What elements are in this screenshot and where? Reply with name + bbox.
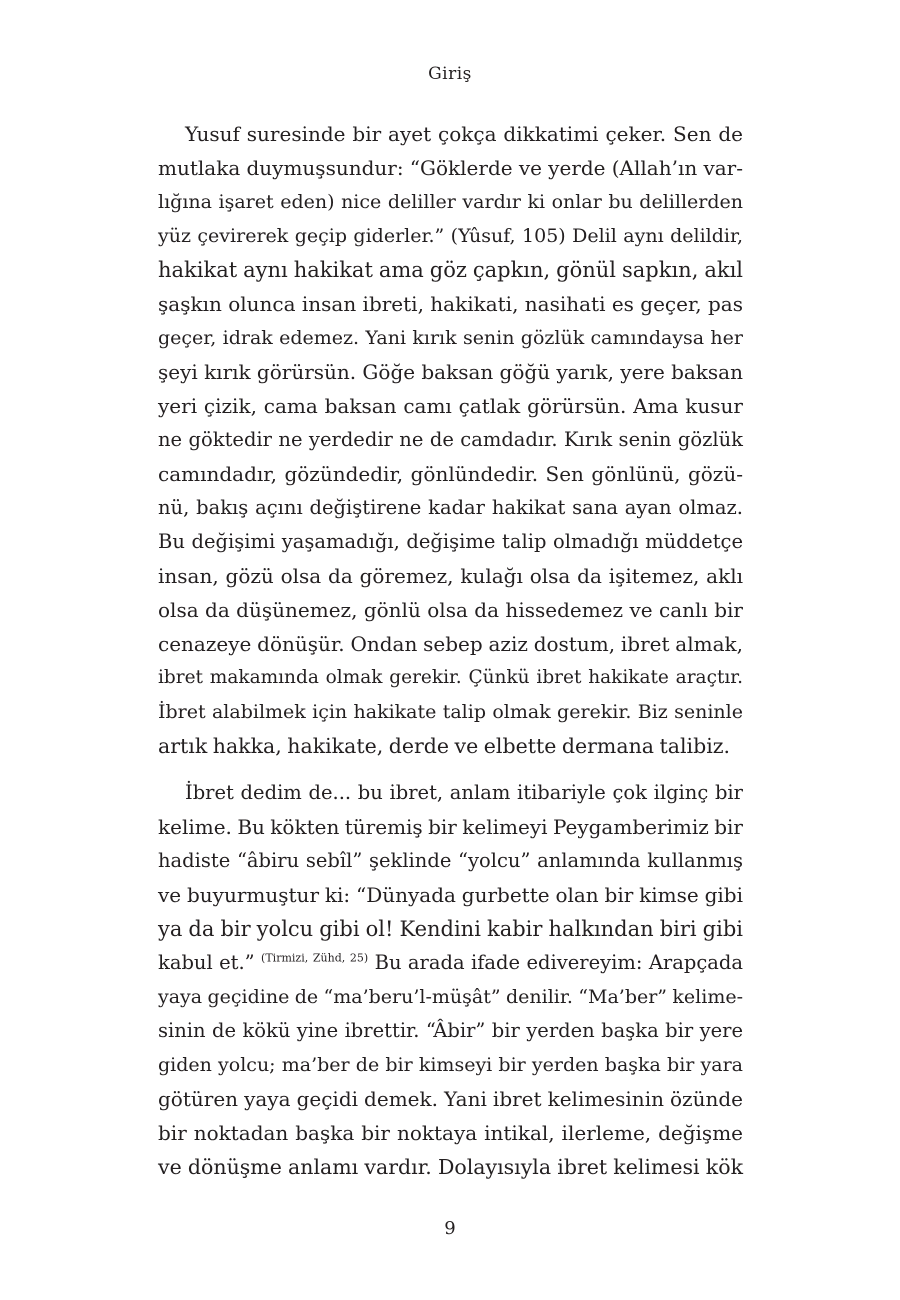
- text-line: giden yolcu; ma’ber de bir kimseyi bir yerden başka bir yara: [158, 1054, 743, 1076]
- text-line: yaya geçidine de “ma’beru’l-müşât” denilir. “Ma’ber” kelime-: [158, 986, 743, 1008]
- text-line: ibret makamında olmak gerekir. Çünkü ibret hakikate araçtır.: [158, 667, 743, 688]
- text-line: Yusuf suresinde bir ayet çokça dikkatimi çeker. Sen de: [185, 122, 743, 146]
- text-line: götüren yaya geçidi demek. Yani ibret kelimesinin özünde: [158, 1087, 743, 1111]
- text-line: ya da bir yolcu gibi ol! Kendini kabir halkından biri gibi: [158, 917, 743, 941]
- text-line: mutlaka duymuşsundur: “Göklerde ve yerde (Allah’ın var-: [158, 156, 743, 180]
- text-line: yüz çevirerek geçip giderler.” (Yûsuf, 105) Delil aynı delildir,: [158, 225, 743, 247]
- text-line: camındadır, gözündedir, gönlündedir. Sen gönlünü, gözü-: [158, 462, 743, 486]
- text-line: lığına işaret eden) nice deliller vardır ki onlar bu delillerden: [158, 191, 743, 213]
- text-line: nü, bakış açını değiştirene kadar hakikat sana ayan olmaz.: [158, 496, 743, 519]
- text-line: ve dönüşme anlamı vardır. Dolayısıyla ibret kelimesi kök: [158, 1155, 743, 1179]
- running-header: Giriş: [428, 64, 472, 84]
- text-line: ne göktedir ne yerdedir ne de camdadır. Kırık senin gözlük: [158, 428, 743, 451]
- text-line: hakikat aynı hakikat ama göz çapkın, gönül sapkın, akıl: [158, 258, 743, 282]
- text-line: şeyi kırık görürsün. Göğe baksan göğü yarık, yere baksan: [158, 360, 743, 384]
- text-line-with-reference: [158, 946, 743, 980]
- page-number: 9: [444, 1218, 456, 1239]
- text-line: kelime. Bu kökten türemiş bir kelimeyi Peygamberimiz bir: [158, 815, 743, 839]
- paragraph-2: [158, 776, 743, 1184]
- text-line: İbret dedim de... bu ibret, anlam itibariyle çok ilginç bir: [185, 781, 743, 804]
- text-segment: kabul et.”: [158, 951, 255, 974]
- text-line: geçer, idrak edemez. Yani kırık senin gözlük camındaysa her: [158, 327, 743, 349]
- hadith-reference: (Tirmizi, Zühd, 25): [261, 951, 369, 965]
- text-line: şaşkın olunca insan ibreti, hakikati, nasihati es geçer, pas: [158, 292, 743, 316]
- text-line: insan, gözü olsa da göremez, kulağı olsa da işitemez, aklı: [158, 564, 743, 588]
- text-line: sinin de kökü yine ibrettir. “Âbir” bir yerden başka bir yere: [158, 1019, 743, 1042]
- text-line: Bu değişimi yaşamadığı, değişime talip olmadığı müddetçe: [158, 530, 743, 553]
- text-line: artık hakka, hakikate, derde ve elbette dermana talibiz.: [158, 734, 731, 758]
- text-line: cenazeye dönüşür. Ondan sebep aziz dostum, ibret almak,: [158, 632, 743, 656]
- text-segment: Bu arada ifade edivereyim: Arapçada: [374, 951, 744, 974]
- text-line: ve buyurmuştur ki: “Dünyada gurbette olan bir kimse gibi: [158, 883, 743, 907]
- text-line: hadiste “âbiru sebîl” şeklinde “yolcu” anlamında kullanmış: [158, 849, 743, 872]
- paragraph-1: [158, 117, 743, 763]
- text-line: bir noktadan başka bir noktaya intikal, ilerleme, değişme: [158, 1121, 743, 1145]
- text-line: yeri çizik, cama baksan camı çatlak görürsün. Ama kusur: [158, 394, 743, 418]
- text-line: olsa da düşünemez, gönlü olsa da hissedemez ve canlı bir: [158, 598, 743, 622]
- text-line: İbret alabilmek için hakikate talip olmak gerekir. Biz seninle: [158, 701, 743, 723]
